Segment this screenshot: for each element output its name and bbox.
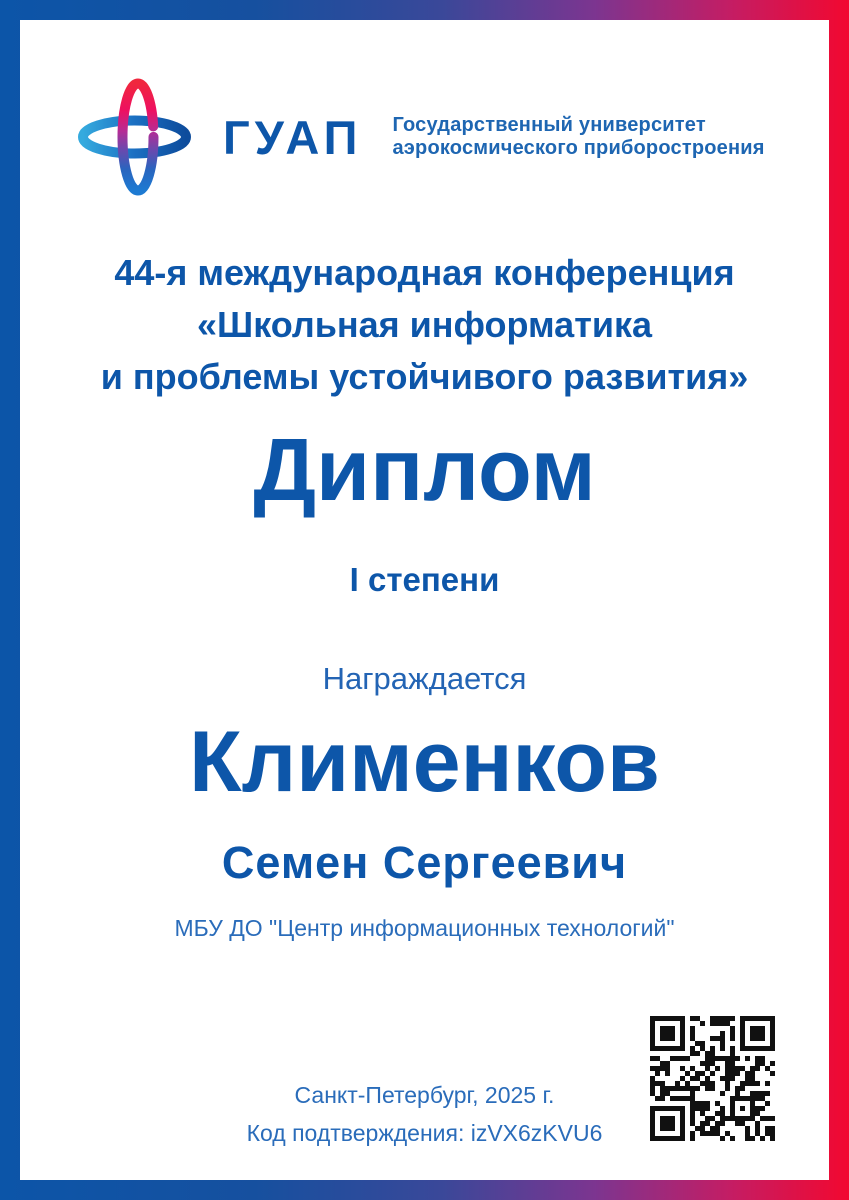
conference-title-line1: 44-я международная конференция — [114, 252, 735, 293]
university-name-line1: Государственный университет — [392, 114, 706, 136]
awardee-organization: МБУ ДО "Центр информационных технологий" — [174, 915, 675, 941]
university-name — [392, 114, 764, 160]
diploma-inner — [20, 20, 829, 1180]
city-year-line: Санкт-Петербург, 2025 г. — [294, 1082, 555, 1108]
university-brand — [78, 76, 765, 198]
diploma-title: Диплом — [253, 420, 596, 519]
awardee-last-name: Клименков — [189, 714, 660, 810]
awardee-label: Награждается — [322, 661, 527, 696]
diploma-degree: I степени — [349, 561, 500, 598]
university-acronym: ГУАП — [223, 110, 363, 164]
conference-title-line3: и проблемы устойчивого развития» — [100, 356, 749, 397]
guap-atom-logo-icon — [78, 76, 193, 198]
conference-title — [20, 247, 829, 403]
university-name-line2: аэрокосмического приборостроения — [392, 137, 765, 159]
awardee-first-middle-name: Семен Сергеевич — [221, 837, 628, 888]
conference-title-line2: «Школьная информатика — [197, 304, 652, 345]
confirmation-code-line: Код подтверждения: izVX6zKVU6 — [246, 1120, 603, 1146]
